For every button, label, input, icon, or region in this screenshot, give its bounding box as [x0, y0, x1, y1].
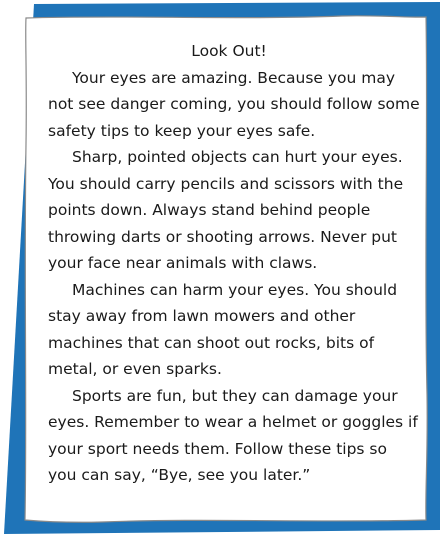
article-paragraph-4: Sports are fun, but they can damage your eyes. Remember to wear a helmet or goggles if your sport needs them. Follow these tips so you can say, “Bye, see you later.” [48, 386, 418, 484]
article-paragraph-3: Machines can harm your eyes. You should stay away from lawn mowers and other machines that can shoot out rocks, bits of metal, or even sparks. [48, 280, 398, 378]
article [48, 38, 420, 489]
article-title: Look Out! [191, 42, 267, 60]
article-paragraph-1: Your eyes are amazing. Because you may not see danger coming, you should follow some safety tips to keep your eyes safe. [48, 68, 420, 140]
article-paragraph-2: Sharp, pointed objects can hurt your eyes. You should carry pencils and scissors with the points down. Always stand behind people throwing darts or shooting arrows. Never put your face near animals with claws. [48, 148, 404, 272]
